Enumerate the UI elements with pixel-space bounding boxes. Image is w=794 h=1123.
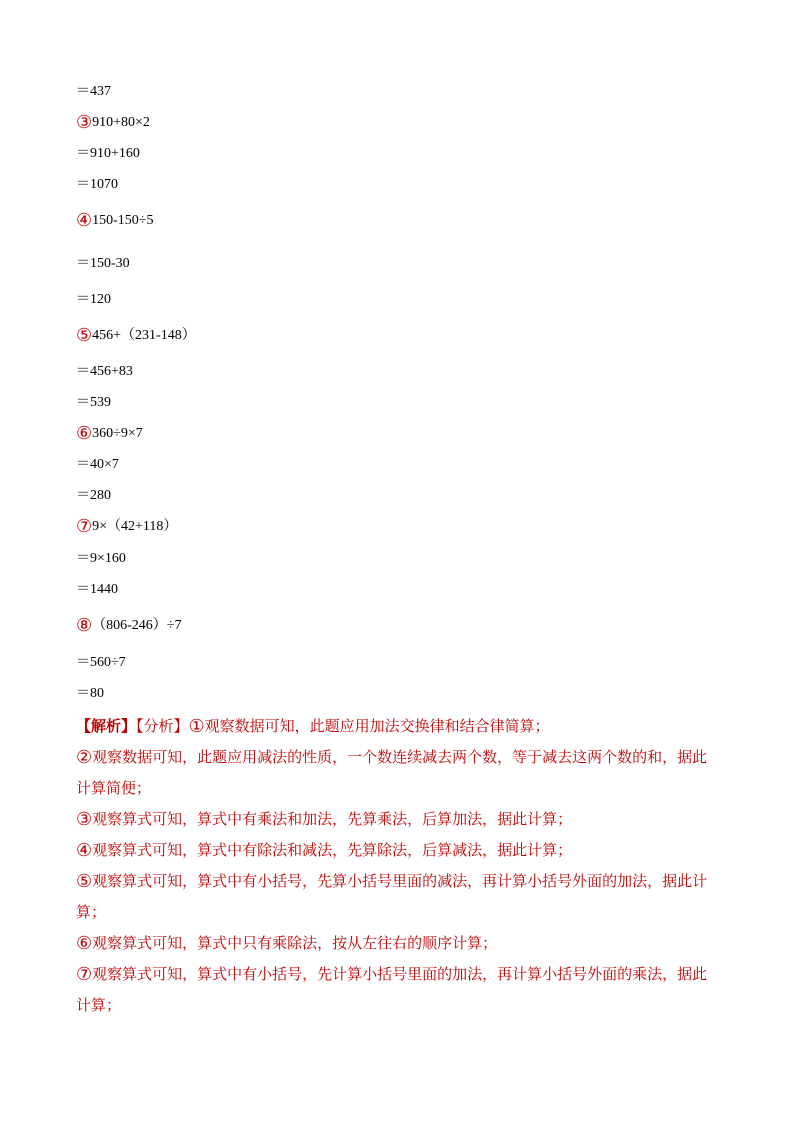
step-line: ＝910+160 bbox=[76, 146, 140, 161]
step-line: ⑥360÷9×7 bbox=[76, 423, 143, 444]
circled-number: ⑤ bbox=[76, 325, 93, 346]
analysis-item: ③观察算式可知，算式中有乘法和加法，先算乘法，后算加法，据此计算； bbox=[76, 809, 573, 830]
analysis-item: ②观察数据可知，此题应用减法的性质，一个数连续减去两个数，等于减去这两个数的和，据此计算简便； bbox=[76, 747, 708, 797]
circled-number: ④ bbox=[76, 210, 93, 231]
circled-number: ① bbox=[188, 716, 205, 737]
step-line: ＝539 bbox=[76, 395, 111, 410]
step-line: ＝1440 bbox=[76, 582, 118, 597]
circled-number: ⑤ bbox=[76, 871, 93, 892]
analysis-item: 【解析】【分析】①观察数据可知，此题应用加法交换律和结合律简算； bbox=[76, 716, 550, 737]
circled-number: ③ bbox=[76, 809, 93, 830]
circled-number: ③ bbox=[76, 112, 93, 133]
step-line: ＝437 bbox=[76, 84, 111, 99]
step-line: ＝150-30 bbox=[76, 256, 130, 271]
circled-number: ② bbox=[76, 747, 93, 768]
jiexi-tag: 【解析】 bbox=[76, 717, 137, 735]
step-line: ＝456+83 bbox=[76, 364, 133, 379]
analysis-item: ⑤观察算式可知，算式中有小括号，先算小括号里面的减法，再计算小括号外面的加法，据此计算； bbox=[76, 871, 708, 921]
step-line: ⑦9×（42+118） bbox=[76, 516, 178, 537]
step-line: ④150-150÷5 bbox=[76, 210, 154, 231]
step-line: ＝9×160 bbox=[76, 551, 126, 566]
analysis-item: ④观察算式可知，算式中有除法和减法，先算除法，后算减法，据此计算； bbox=[76, 840, 573, 861]
circled-number: ⑥ bbox=[76, 933, 93, 954]
circled-number: ⑦ bbox=[76, 516, 93, 537]
circled-number: ⑥ bbox=[76, 423, 93, 444]
step-line: ③910+80×2 bbox=[76, 112, 150, 133]
step-line: ＝120 bbox=[76, 292, 111, 307]
step-line: ＝280 bbox=[76, 488, 111, 503]
fenxi-tag: 【分析】 bbox=[136, 717, 189, 735]
circled-number: ⑦ bbox=[76, 964, 93, 985]
analysis-item: ⑦观察算式可知，算式中有小括号，先计算小括号里面的加法，再计算小括号外面的乘法，据此计算； bbox=[76, 964, 708, 1014]
circled-number: ④ bbox=[76, 840, 93, 861]
step-line: ⑧（806-246）÷7 bbox=[76, 615, 182, 636]
step-line: ＝40×7 bbox=[76, 457, 119, 472]
step-line: ⑤456+（231-148） bbox=[76, 325, 196, 346]
step-line: ＝1070 bbox=[76, 177, 118, 192]
step-line: ＝80 bbox=[76, 686, 104, 701]
analysis-item: ⑥观察算式可知，算式中只有乘除法，按从左往右的顺序计算； bbox=[76, 933, 498, 954]
circled-number: ⑧ bbox=[76, 615, 93, 636]
step-line: ＝560÷7 bbox=[76, 655, 126, 670]
analysis-section bbox=[76, 711, 716, 1021]
